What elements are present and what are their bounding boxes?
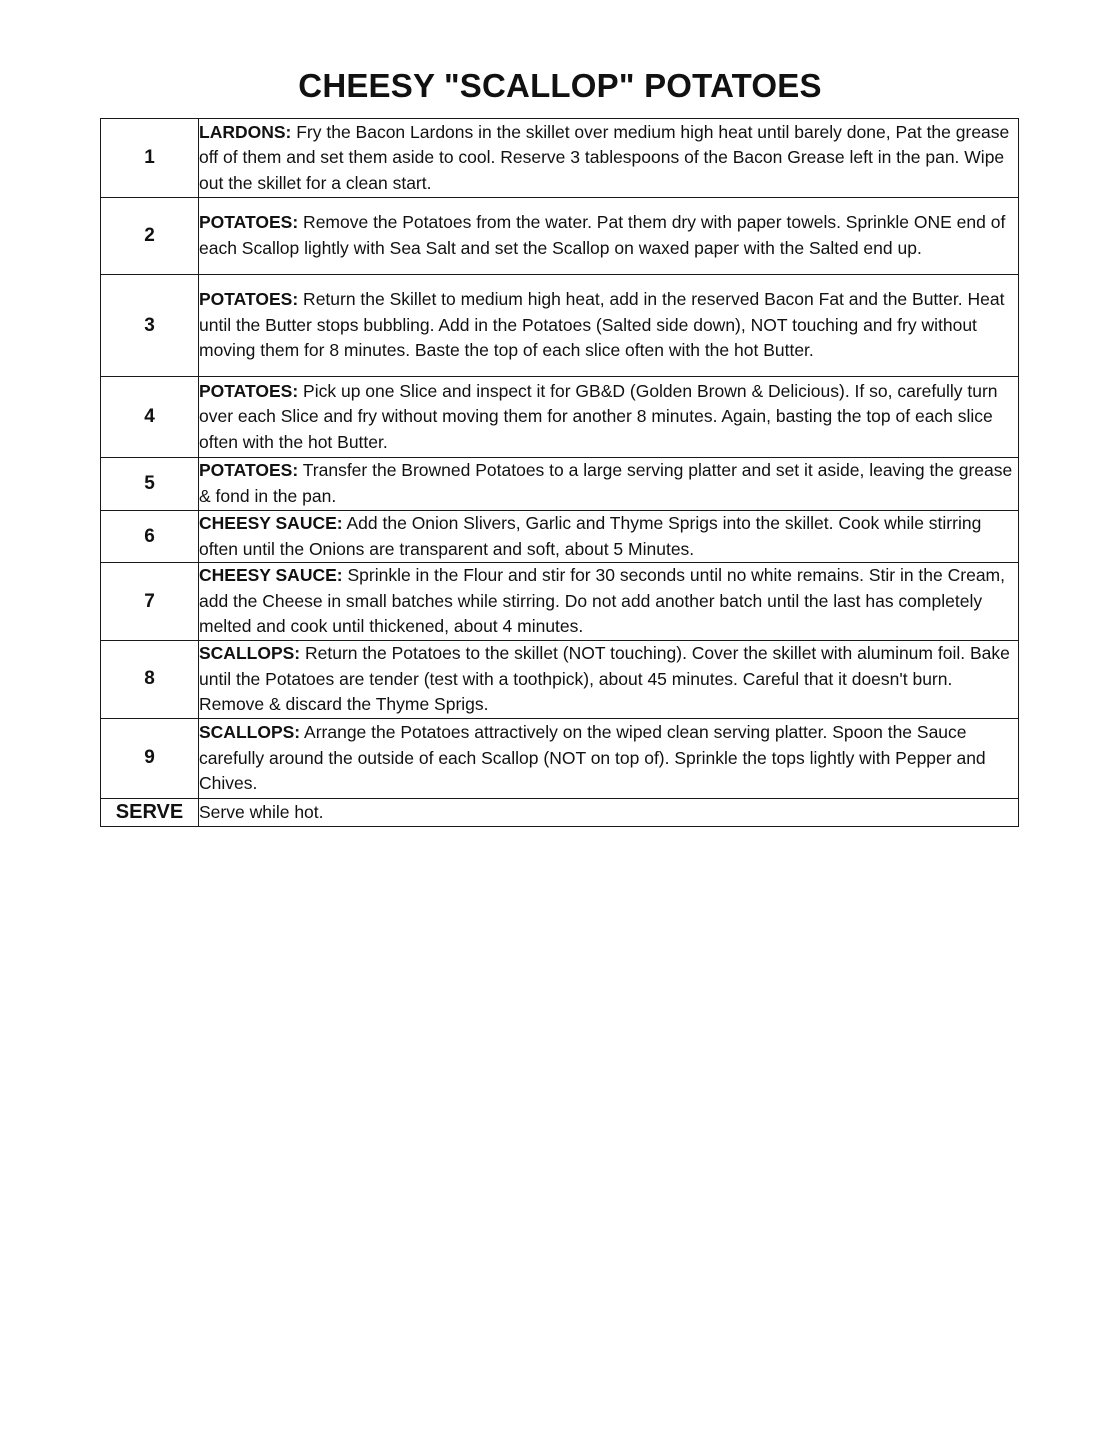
step-row: [101, 198, 1019, 275]
step-number: 5: [101, 458, 199, 511]
step-number: 4: [101, 377, 199, 458]
step-number: 7: [101, 563, 199, 641]
step-description: Return the Skillet to medium high heat, add in the reserved Bacon Fat and the Butter. Heat until the Butter stops bubbling. Add in the Potatoes (Salted side down), NOT touching and fry without moving them for 8 minutes. Baste the top of each slice often with the hot Butter.: [199, 289, 1005, 361]
step-row: [101, 377, 1019, 458]
step-label: CHEESY SAUCE:: [199, 565, 343, 586]
page-title: CHEESY "SCALLOP" POTATOES: [298, 67, 822, 104]
step-label: POTATOES:: [199, 460, 299, 481]
step-label: CHEESY SAUCE:: [199, 513, 343, 533]
step-text: [199, 275, 1019, 377]
step-description: Arrange the Potatoes attractively on the wiped clean serving platter. Spoon the Sauce carefully around the outside of each Scallop (NOT on top of). Sprinkle the tops lightly with Pepper and Chives.: [199, 722, 986, 794]
step-text: [199, 511, 1019, 563]
step-row: [101, 718, 1019, 798]
step-number: 2: [101, 198, 199, 275]
step-label: POTATOES:: [199, 289, 299, 310]
step-label: POTATOES:: [199, 212, 299, 233]
serve-row: [101, 798, 1019, 826]
step-number: 1: [101, 119, 199, 198]
step-number: 9: [101, 718, 199, 798]
serve-text: Serve while hot.: [199, 798, 1019, 826]
step-description: Pick up one Slice and inspect it for GB&D (Golden Brown & Delicious). If so, carefully turn over each Slice and fry without moving them for another 8 minutes. Again, basting the top of each slice often with the hot Butter.: [199, 380, 998, 452]
step-row: [101, 511, 1019, 563]
step-description: Remove the Potatoes from the water. Pat them dry with paper towels. Sprinkle ONE end of each Scallop lightly with Sea Salt and set the Scallop on waxed paper with the Salted end up.: [199, 212, 1006, 258]
step-description: Fry the Bacon Lardons in the skillet over medium high heat until barely done, Pat the grease off of them and set them aside to cool. Reserve 3 tablespoons of the Bacon Grease left in the pan. Wipe out the skillet for a clean start.: [199, 121, 1010, 193]
step-text: [199, 198, 1019, 275]
serve-label: SERVE: [101, 798, 199, 826]
step-description: Add the Onion Slivers, Garlic and Thyme Sprigs into the skillet. Cook while stirring often until the Onions are transparent and soft, about 5 Minutes.: [199, 513, 982, 559]
step-row: [101, 119, 1019, 198]
step-description: Sprinkle in the Flour and stir for 30 seconds until no white remains. Stir in the Cream, add the Cheese in small batches while stirring. Do not add another batch until the last has completely melted and cook until thickened, about 4 minutes.: [199, 565, 1005, 637]
step-label: LARDONS:: [199, 121, 292, 142]
step-label: SCALLOPS:: [199, 722, 301, 743]
step-row: [101, 458, 1019, 511]
step-row: [101, 563, 1019, 641]
step-text: [199, 458, 1019, 511]
recipe-steps-table: [100, 118, 1019, 827]
step-description: Return the Potatoes to the skillet (NOT touching). Cover the skillet with aluminum foil. Bake until the Potatoes are tender (test with a toothpick), about 45 minutes. Careful that it doesn't burn. Remove & discard the Thyme Sprigs.: [199, 643, 1010, 715]
step-text: [199, 640, 1019, 718]
step-label: POTATOES:: [199, 380, 299, 401]
step-description: Transfer the Browned Potatoes to a large serving platter and set it aside, leaving the grease & fond in the pan.: [199, 460, 1013, 506]
step-number: 8: [101, 640, 199, 718]
step-text: [199, 377, 1019, 458]
step-number: 6: [101, 511, 199, 563]
step-text: [199, 119, 1019, 198]
step-row: [101, 275, 1019, 377]
step-text: [199, 718, 1019, 798]
step-text: [199, 563, 1019, 641]
step-label: SCALLOPS:: [199, 643, 301, 664]
step-number: 3: [101, 275, 199, 377]
step-row: [101, 640, 1019, 718]
